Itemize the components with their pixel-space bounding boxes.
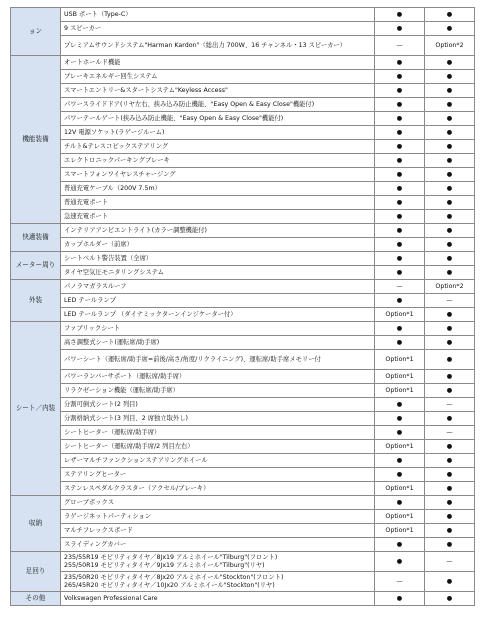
grade-a-value: — <box>375 280 425 294</box>
grade-a-value: ● <box>375 126 425 140</box>
grade-b-value: — <box>425 552 475 572</box>
table-row <box>11 98 475 112</box>
grade-a-value: Option*1 <box>375 510 425 524</box>
category-cell: 外装 <box>11 280 61 322</box>
feature-cell: エレクトロニックパーキングブレーキ <box>61 154 375 168</box>
table-row <box>11 126 475 140</box>
feature-line: 255/50R19 モビリティタイヤ／9Jx19 アルミホイール"Tilburg"(リヤ) <box>64 561 265 569</box>
grade-a-value: ● <box>375 224 425 238</box>
feature-cell: スライディングカバー <box>61 538 375 552</box>
grade-b-value: ● <box>425 572 475 592</box>
table-row <box>11 322 475 336</box>
table-row <box>11 384 475 398</box>
grade-a-value: — <box>375 36 425 56</box>
feature-line: 235/55R19 モビリティタイヤ／8Jx19 アルミホイール"Tilburg"(フロント) <box>64 553 278 561</box>
grade-b-value: ● <box>425 252 475 266</box>
feature-cell: LED テールランプ <box>61 294 375 308</box>
category-cell: 機能装備 <box>11 56 61 224</box>
spec-sheet <box>10 7 474 606</box>
feature-cell <box>61 572 375 592</box>
table-row <box>11 482 475 496</box>
grade-a-value: Option*1 <box>375 308 425 322</box>
grade-a-value: ● <box>375 56 425 70</box>
grade-a-value: Option*1 <box>375 482 425 496</box>
feature-cell <box>61 552 375 572</box>
grade-a-value: ● <box>375 552 425 572</box>
feature-cell: インテリアアンビエントライト(カラー調整機能付) <box>61 224 375 238</box>
table-row <box>11 454 475 468</box>
table-row <box>11 426 475 440</box>
grade-b-value: — <box>425 426 475 440</box>
feature-cell: LED テールランプ （ダイナミックターンインジケーター付） <box>61 308 375 322</box>
category-cell: メーター周り <box>11 252 61 280</box>
grade-a-value: Option*1 <box>375 350 425 370</box>
table-row <box>11 538 475 552</box>
grade-a-value: Option*1 <box>375 384 425 398</box>
grade-b-value: ● <box>425 440 475 454</box>
feature-cell: パワーシート（運転席/助手席=前後/高さ/角度/リクライニング)、運転席/助手席メモリー付 <box>61 350 375 370</box>
table-row <box>11 182 475 196</box>
grade-b-value: ● <box>425 412 475 426</box>
table-row <box>11 496 475 510</box>
category-cell: 快適装備 <box>11 224 61 252</box>
grade-b-value: ● <box>425 126 475 140</box>
grade-a-value: ● <box>375 538 425 552</box>
grade-a-value: ● <box>375 8 425 22</box>
table-row <box>11 370 475 384</box>
table-row <box>11 252 475 266</box>
table-row <box>11 154 475 168</box>
table-row <box>11 280 475 294</box>
grade-a-value: — <box>375 572 425 592</box>
grade-b-value: ● <box>425 468 475 482</box>
grade-b-value: ● <box>425 454 475 468</box>
table-row <box>11 592 475 606</box>
grade-b-value: ● <box>425 168 475 182</box>
grade-b-value: ● <box>425 482 475 496</box>
grade-a-value: Option*1 <box>375 370 425 384</box>
feature-cell: シートヒーター（運転席/助手席） <box>61 426 375 440</box>
grade-a-value: ● <box>375 294 425 308</box>
grade-a-value: ● <box>375 266 425 280</box>
grade-b-value: ● <box>425 8 475 22</box>
table-row <box>11 266 475 280</box>
grade-b-value: ● <box>425 210 475 224</box>
grade-a-value: Option*1 <box>375 524 425 538</box>
grade-a-value: ● <box>375 426 425 440</box>
category-cell: 足回り <box>11 552 61 592</box>
table-row <box>11 412 475 426</box>
grade-b-value: ● <box>425 224 475 238</box>
grade-b-value: ● <box>425 22 475 36</box>
feature-cell: 普通充電ポート <box>61 196 375 210</box>
table-row <box>11 210 475 224</box>
table-row <box>11 112 475 126</box>
grade-b-value: ● <box>425 266 475 280</box>
grade-b-value: ● <box>425 196 475 210</box>
feature-cell: オートホールド機能 <box>61 56 375 70</box>
table-row <box>11 510 475 524</box>
grade-b-value: ● <box>425 70 475 84</box>
category-cell: 収納 <box>11 496 61 552</box>
grade-b-value: ● <box>425 154 475 168</box>
feature-line: 265/45R20 モビリティタイヤ／10Jx20 アルミホイール"Stockton"(リヤ) <box>64 581 275 589</box>
grade-a-value: ● <box>375 336 425 350</box>
feature-cell: パワースライドドア(リヤ左右、挟み込み防止機能、"Easy Open & Easy Close"機能付) <box>61 98 375 112</box>
grade-b-value: Option*2 <box>425 280 475 294</box>
feature-cell: レザーマルチファンクションステアリングホイール <box>61 454 375 468</box>
grade-a-value: ● <box>375 468 425 482</box>
grade-a-value: ● <box>375 496 425 510</box>
table-row <box>11 196 475 210</box>
grade-a-value: ● <box>375 112 425 126</box>
table-row <box>11 552 475 572</box>
grade-b-value: — <box>425 294 475 308</box>
feature-cell: チルト&テレスコピックステアリング <box>61 140 375 154</box>
table-row <box>11 572 475 592</box>
grade-a-value: ● <box>375 98 425 112</box>
grade-a-value: ● <box>375 196 425 210</box>
table-row <box>11 70 475 84</box>
table-row <box>11 398 475 412</box>
grade-b-value: ● <box>425 238 475 252</box>
table-row <box>11 308 475 322</box>
feature-cell: USB ポート（Type-C） <box>61 8 375 22</box>
grade-b-value: ● <box>425 308 475 322</box>
feature-line: 235/50R20 モビリティタイヤ／8Jx20 アルミホイール"Stockton"(フロント) <box>64 573 284 581</box>
table-row <box>11 350 475 370</box>
feature-cell: Volkswagen Professional Care <box>61 592 375 606</box>
category-cell: ョン <box>11 8 61 56</box>
table-row <box>11 468 475 482</box>
grade-b-value: — <box>425 398 475 412</box>
category-cell: シート／内装 <box>11 322 61 496</box>
table-row <box>11 524 475 538</box>
table-row <box>11 22 475 36</box>
grade-b-value: ● <box>425 182 475 196</box>
table-row <box>11 84 475 98</box>
feature-cell: リラクゼーション機能（運転席/助手席） <box>61 384 375 398</box>
grade-a-value: ● <box>375 210 425 224</box>
grade-b-value: ● <box>425 510 475 524</box>
feature-cell: タイヤ空気圧モニタリングシステム <box>61 266 375 280</box>
grade-a-value: ● <box>375 322 425 336</box>
equipment-table <box>10 7 475 606</box>
grade-a-value: ● <box>375 592 425 606</box>
grade-b-value: ● <box>425 322 475 336</box>
grade-a-value: ● <box>375 140 425 154</box>
feature-cell: シートヒーター（運転席/助手席/2 列目左右） <box>61 440 375 454</box>
feature-cell: グローブボックス <box>61 496 375 510</box>
grade-b-value: ● <box>425 538 475 552</box>
table-row <box>11 224 475 238</box>
grade-b-value: ● <box>425 350 475 370</box>
feature-cell: ステアリングヒーター <box>61 468 375 482</box>
table-row <box>11 440 475 454</box>
grade-a-value: ● <box>375 454 425 468</box>
feature-cell: ブレーキエネルギー回生システム <box>61 70 375 84</box>
feature-cell: 分割格納式シート(3 列目、2 席独立取外し) <box>61 412 375 426</box>
grade-a-value: Option*1 <box>375 440 425 454</box>
grade-b-value: ● <box>425 524 475 538</box>
grade-a-value: ● <box>375 22 425 36</box>
grade-b-value: ● <box>425 370 475 384</box>
feature-cell: ラゲージネットパーティション <box>61 510 375 524</box>
table-row <box>11 140 475 154</box>
grade-a-value: ● <box>375 398 425 412</box>
grade-b-value: ● <box>425 336 475 350</box>
grade-b-value: Option*2 <box>425 36 475 56</box>
table-row <box>11 56 475 70</box>
grade-a-value: ● <box>375 252 425 266</box>
grade-b-value: ● <box>425 384 475 398</box>
table-row <box>11 8 475 22</box>
grade-a-value: ● <box>375 238 425 252</box>
feature-cell: カップホルダー（前席） <box>61 238 375 252</box>
grade-a-value: ● <box>375 168 425 182</box>
table-row <box>11 336 475 350</box>
grade-b-value: ● <box>425 98 475 112</box>
grade-b-value: ● <box>425 592 475 606</box>
grade-a-value: ● <box>375 182 425 196</box>
table-row <box>11 238 475 252</box>
feature-cell: 高さ調整式シート(運転席/助手席) <box>61 336 375 350</box>
feature-cell: パワーランバーサポート（運転席/助手席） <box>61 370 375 384</box>
feature-cell: 12V 電源ソケット(ラゲージルーム) <box>61 126 375 140</box>
feature-cell: スマートフォンワイヤレスチャージング <box>61 168 375 182</box>
grade-b-value: ● <box>425 140 475 154</box>
grade-b-value: ● <box>425 496 475 510</box>
feature-cell: 急速充電ポート <box>61 210 375 224</box>
grade-a-value: ● <box>375 412 425 426</box>
feature-cell: ファブリックシート <box>61 322 375 336</box>
table-row <box>11 294 475 308</box>
feature-cell: 9 スピーカー <box>61 22 375 36</box>
feature-cell: ステンレスペダルクラスター（アクセル/ブレーキ） <box>61 482 375 496</box>
feature-cell: スマートエントリー&スタートシステム"Keyless Access" <box>61 84 375 98</box>
grade-a-value: ● <box>375 154 425 168</box>
feature-cell: マルチフレックスボード <box>61 524 375 538</box>
grade-b-value: ● <box>425 112 475 126</box>
grade-a-value: ● <box>375 70 425 84</box>
feature-cell: パワーテールゲート(挟み込み防止機能、"Easy Open & Easy Close"機能付) <box>61 112 375 126</box>
category-cell: その他 <box>11 592 61 606</box>
table-row <box>11 168 475 182</box>
grade-a-value: ● <box>375 84 425 98</box>
feature-cell: 普通充電ケーブル（200V 7.5m） <box>61 182 375 196</box>
feature-cell: プレミアムサウンドシステム"Harman Kardon"（総出力 700W、16 チャンネル・13 スピーカー） <box>61 36 375 56</box>
grade-b-value: ● <box>425 84 475 98</box>
table-row <box>11 36 475 56</box>
feature-cell: シートベルト警告装置（全席） <box>61 252 375 266</box>
feature-cell: パノラマガラスルーフ <box>61 280 375 294</box>
grade-b-value: ● <box>425 56 475 70</box>
feature-cell: 分割可倒式シート(2 列目) <box>61 398 375 412</box>
